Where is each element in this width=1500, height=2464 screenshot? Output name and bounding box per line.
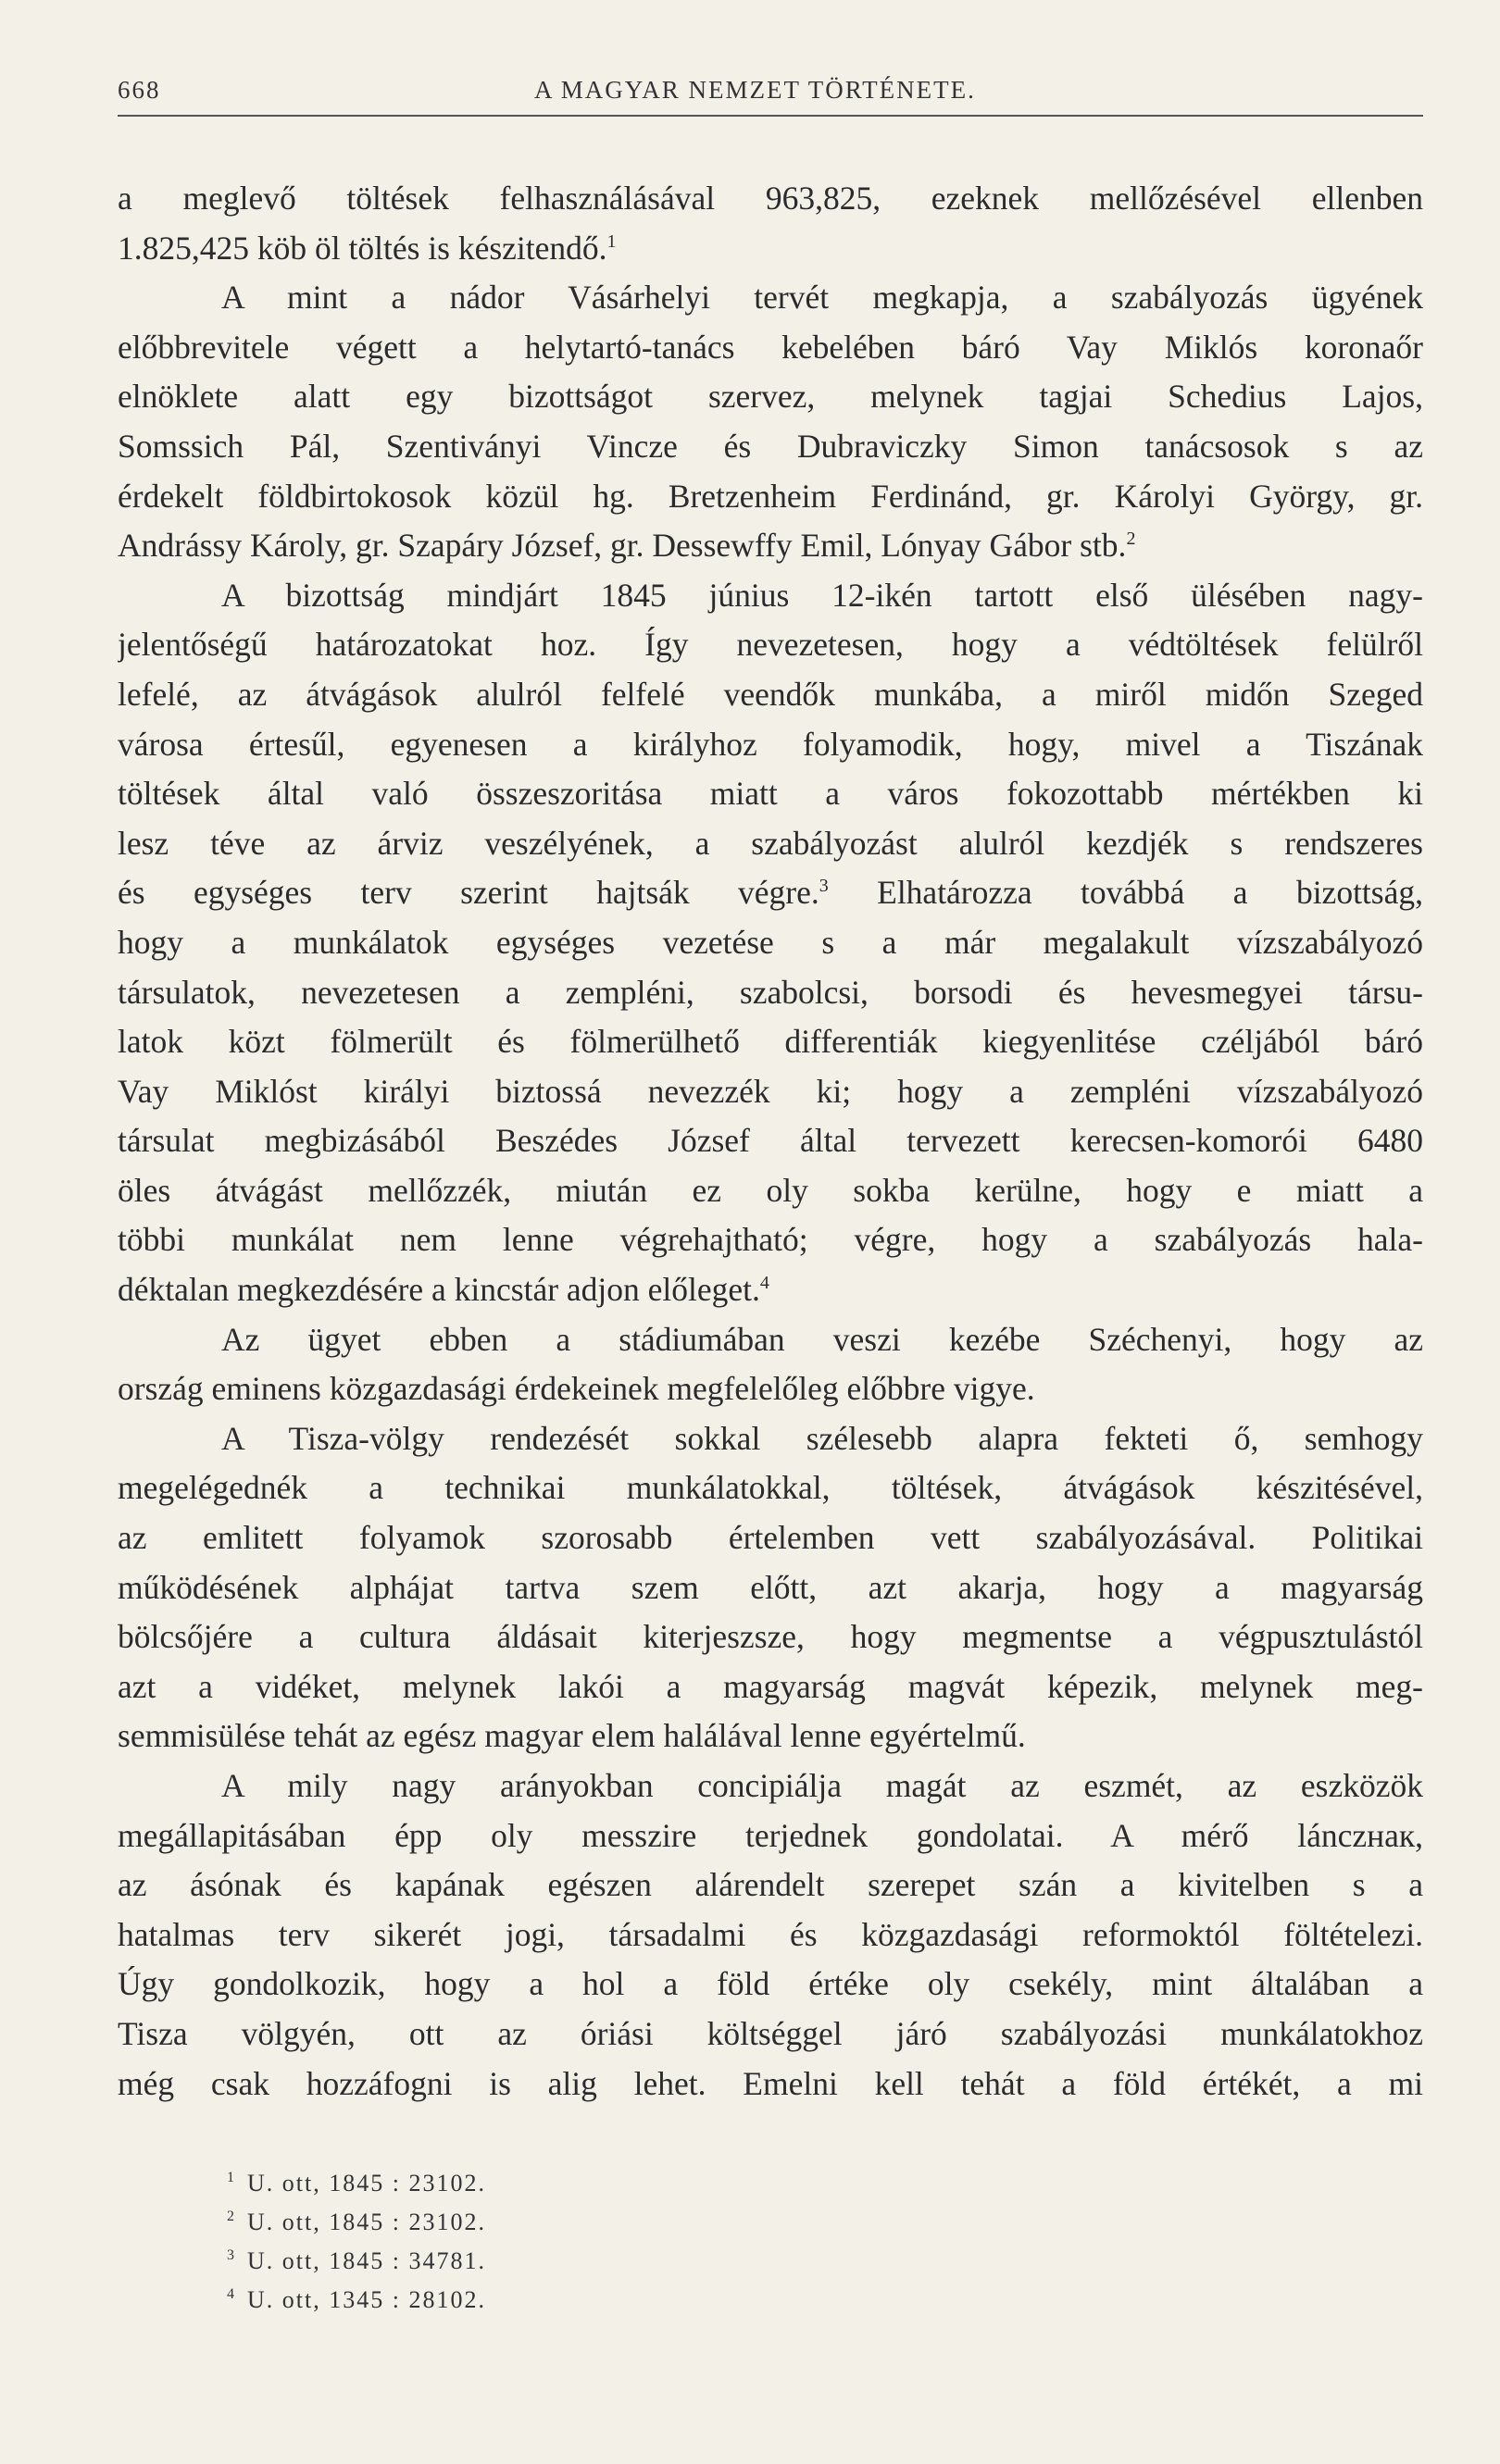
text-line-content: Andrássy Károly, gr. Szapáry József, gr. Dessewffy Emil, Lónyay Gábor stb. [118,527,1127,565]
text-line [118,1166,1423,1216]
text-line [118,1265,1423,1315]
text-line-content: bölcsőjére a cultura áldásait kiterjeszsze, hogy megmentse a végpusztulástól [118,1618,1423,1656]
footnote-mark: 3 [227,2247,236,2264]
footnote [227,2281,968,2320]
text-line [118,620,1423,670]
text-line-content: még csak hozzáfogni is alig lehet. Emelni kell tehát a föld értékét, a mi [118,2064,1423,2102]
text-line [118,1315,1423,1365]
text-line-content: az emlitett folyamok szorosabb értelemben vett szabályozásával. Politikai [118,1519,1423,1557]
text-line-content: töltések által való összeszoritása miatt a város fokozottabb mértékben ki [118,775,1423,813]
text-line-content: Somssich Pál, Szentiványi Vincze és Dubraviczky Simon tanácsosok s az [118,427,1423,465]
footnote-reference: 4 [759,1273,769,1294]
text-line-content: Vay Miklóst királyi biztossá nevezzék ki; hogy a zempléni vízszabályozó [118,1072,1423,1110]
text-line [118,1563,1423,1613]
text-line [118,323,1423,373]
footnote [227,2203,968,2242]
text-line-content: az ásónak és kapának egészen alárendelt szerepet szán a kivitelben s a [118,1866,1423,1904]
text-line-content: társulat megbizásából Beszédes József által tervezett kerecsen-komorói 6480 [118,1122,1423,1160]
text-line [118,1811,1423,1861]
text-line-content: ország eminens közgazdasági érdekeinek megfelelőleg előbbre vigye. [118,1370,1035,1408]
text-line-content: lesz téve az árviz veszélyének, a szabályozást alulról kezdjék s rendszeres [118,824,1423,862]
footnote-text: U. ott, 1845 : 23102. [247,2209,486,2235]
text-line-content: városa értesűl, egyenesen a királyhoz folyamodik, hogy, mivel a Tiszának [118,725,1423,763]
text-line-content: A mint a nádor Vásárhelyi tervét megkapja, a szabályozás ügyének [221,279,1423,317]
text-line [118,1910,1423,1960]
text-line [118,670,1423,720]
text-line-content: elnöklete alatt egy bizottságot szervez, melynek tagjai Schedius Lajos, [118,378,1423,416]
text-line-content: Az ügyet ebben a stádiumában veszi kezébe Széchenyi, hogy az [221,1320,1423,1358]
text-line [118,1414,1423,1464]
text-line-content: hogy a munkálatok egységes vezetése s a már megalakult vízszabályozó [118,923,1423,961]
text-line [118,571,1423,621]
text-line [118,868,1423,918]
text-line-content: jelentőségű határozatokat hoz. Így nevezetesen, hogy a védtöltések felülről [118,626,1423,664]
text-line-content: A Tisza-völgy rendezését sokkal szélesebb alapra fekteti ő, semhogy [221,1419,1423,1457]
footnote-mark: 1 [227,2170,236,2186]
text-line [118,1513,1423,1563]
text-line-content: Tisza völgyén, ott az óriási költséggel járó szabályozási munkálatokhoz [118,2014,1423,2052]
text-line-content: a meglevő töltések felhasználásával 963,825, ezeknek mellőzésével ellenben [118,180,1423,217]
text-line [118,521,1423,571]
text-line [118,720,1423,770]
text-line [118,819,1423,869]
footnote-text: U. ott, 1845 : 23102. [247,2170,486,2196]
text-line-content: öles átvágást mellőzzék, miután ez oly sokba kerülne, hogy e miatt a [118,1171,1423,1209]
body-text [118,174,1423,2109]
text-line-content: működésének alphájat tartva szem előtt, azt akarja, hogy a magyarság [118,1568,1423,1606]
text-line [118,2010,1423,2060]
text-line [118,372,1423,422]
text-line-content: hatalmas terv sikerét jogi, társadalmi és közgazdasági reformoktól föltételezi. [118,1915,1423,1953]
text-line-content: társulatok, nevezetesen a zempléni, szabolcsi, borsodi és hevesmegyei társu- [118,973,1423,1011]
text-line [118,1215,1423,1265]
text-line [118,1612,1423,1662]
text-line-content: A mily nagy arányokban concipiálja magát az eszmét, az eszközök [221,1767,1423,1804]
footnote-text: U. ott, 1345 : 28102. [247,2286,486,2313]
text-line [118,918,1423,968]
text-line [118,1960,1423,2010]
footnote-text: U. ott, 1845 : 34781. [247,2247,486,2274]
text-line-content: A bizottság mindjárt 1845 június 12-ikén tartott első ülésében nagy- [221,576,1423,614]
text-line-content: azt a vidéket, melynek lakói a magyarság magvát képezik, melynek meg- [118,1667,1423,1705]
text-line-content: előbbrevitele végett a helytartó-tanács kebelében báró Vay Miklós koronaőr [118,328,1423,366]
page-number: 668 [118,76,161,104]
text-line [118,472,1423,522]
text-line-content: érdekelt földbirtokosok közül hg. Bretzenheim Ferdinánd, gr. Károlyi György, gr. [118,477,1423,515]
text-line-content: latok közt fölmerült és fölmerülhető differentiák kiegyenlitése czéljából báró [118,1023,1423,1061]
text-line [118,1711,1423,1761]
text-line [118,1860,1423,1910]
header-rule [118,115,1423,117]
text-line [118,1067,1423,1117]
text-line [118,422,1423,472]
footnote-reference: 1 [606,230,617,252]
text-line-content: lefelé, az átvágások alulról felfelé veendők munkába, a miről midőn Szeged [118,675,1423,713]
running-header [118,76,1423,113]
text-line [118,273,1423,323]
text-line-content: Úgy gondolkozik, hogy a hol a föld értéke oly csekély, mint általában a [118,1965,1423,2003]
footnote [227,2242,968,2281]
text-line [118,1116,1423,1166]
footnote-reference: 2 [1126,529,1136,550]
text-line-content: többi munkálat nem lenne végrehajtható; végre, hogy a szabályozás hala- [118,1221,1423,1259]
text-line-content: 1.825,425 köb öl töltés is készitendő. [118,229,607,267]
text-line [118,1463,1423,1513]
text-line-tail: Elhatározza továbbá a bizottság, [828,874,1423,912]
footnote [227,2164,968,2203]
footnote-reference: 3 [819,876,829,897]
text-line-content: déktalan megkezdésére a kincstár adjon előleget. [118,1271,760,1309]
text-line [118,1662,1423,1712]
text-line [118,224,1423,274]
text-line [118,2060,1423,2109]
running-title: A MAGYAR NEMZET TÖRTÉNETE. [534,76,976,104]
text-line-content: megelégednék a technikai munkálatokkal, töltések, átvágások készitésével, [118,1469,1423,1507]
footnote-mark: 2 [227,2209,236,2225]
text-line [118,174,1423,224]
text-line [118,1017,1423,1067]
text-line [118,1364,1423,1414]
text-line [118,769,1423,819]
text-line-content: megállapitásában épp oly messzire terjednek gondolatai. A mérő lánczнак, [118,1816,1423,1854]
footnotes [227,2164,968,2320]
text-line [118,1761,1423,1811]
text-line-content: semmisülése tehát az egész magyar elem halálával lenne egyértelmű. [118,1717,1026,1755]
text-line [118,968,1423,1018]
text-line-content: és egységes terv szerint hajtsák végre. [118,874,819,912]
footnote-mark: 4 [227,2286,236,2303]
